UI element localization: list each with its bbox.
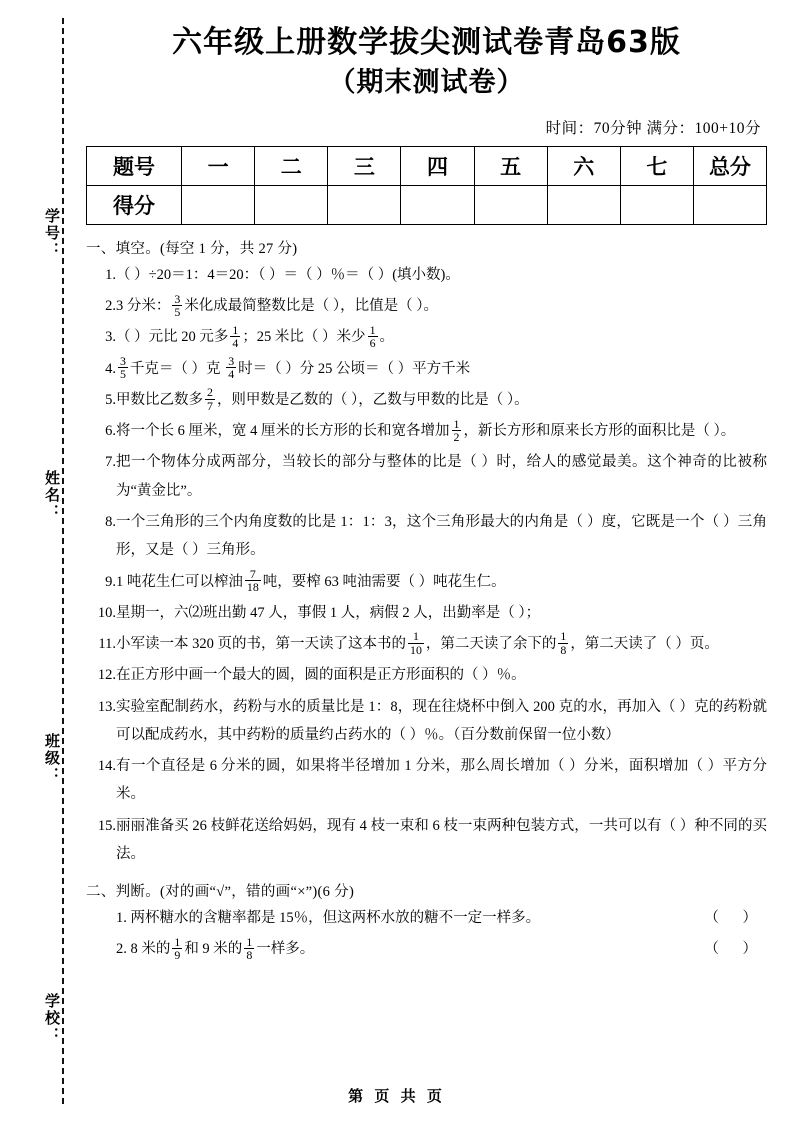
margin-dashed-line <box>62 18 64 1104</box>
question-text: （ ）元比 20 元多 $\frac{1}{4}$ ；25 米比（ ）米少 $\frac{1}{6}$ 。 <box>116 322 394 351</box>
fill-blank-question-list <box>86 261 767 868</box>
question-text: 星期一，六⑵班出勤 47 人，事假 1 人，病假 2 人，出勤率是（ ）； <box>116 604 541 621</box>
side-label-group <box>28 18 62 1104</box>
question-text: 丽丽准备买 26 枝鲜花送给妈妈，现有 4 枝一束和 6 枝一束两种包装方式，一共可以有（ ）种不同的买法。 <box>116 817 767 862</box>
question-text: 甲数比乙数多 $\frac{2}{7}$ ，则甲数是乙数的（ ），乙数与甲数的比是（ ）。 <box>116 385 529 413</box>
score-cell[interactable] <box>401 185 474 224</box>
list-item <box>86 904 767 932</box>
question-number: 3. <box>105 329 116 346</box>
score-cell[interactable] <box>255 185 328 224</box>
question-number: 12. <box>97 667 116 684</box>
question-text: 3 分米： $\frac{3}{5}$ 米化成最简整数比是（ ），比值是（ ）。 <box>116 291 439 319</box>
question-number: 11. <box>98 636 116 653</box>
score-table-col-4: 四 <box>401 146 474 185</box>
list-item <box>86 417 767 445</box>
side-label-school: 学校： <box>43 993 59 1044</box>
score-table-row-label: 题号 <box>87 146 182 185</box>
question-text: 两杯糖水的含糖率都是 15％，但这两杯水放的糖不一定一样多。 <box>130 910 541 927</box>
side-label-name: 姓名： <box>43 470 59 521</box>
section-heading-fill-blank: 一、填空。(每空 1 分，共 27 分) <box>86 240 298 257</box>
list-item <box>86 630 767 658</box>
question-number: 9. <box>105 573 116 590</box>
document-content <box>86 22 767 967</box>
question-number: 1. <box>116 910 127 927</box>
true-false-question-list <box>86 904 767 964</box>
question-number: 4. <box>105 360 116 377</box>
score-table <box>86 146 767 225</box>
list-item <box>86 355 767 383</box>
score-cell[interactable] <box>620 185 693 224</box>
question-number: 1. <box>105 266 116 283</box>
question-number: 6. <box>105 423 116 440</box>
score-cell[interactable] <box>474 185 547 224</box>
question-number: 5. <box>105 391 116 408</box>
question-text: 有一个直径是 6 分米的圆，如果将半径增加 1 分米，那么周长增加（ ）分米，面积增加（ ）平方分米。 <box>116 758 767 803</box>
list-item <box>86 812 767 869</box>
exam-meta: 时间：70分钟 满分：100+10分 <box>545 119 761 137</box>
score-table-row-label-score: 得分 <box>87 185 182 224</box>
score-cell[interactable] <box>182 185 255 224</box>
side-label-student-id: 学号： <box>43 208 59 259</box>
question-number: 7. <box>105 454 116 471</box>
question-text: 在正方形中画一个最大的圆，圆的面积是正方形面积的（ ）％。 <box>116 667 526 684</box>
question-text: 1 吨花生仁可以榨油 $\frac{7}{18}$ 吨，要榨 63 吨油需要（ ）吨花生仁。 <box>116 566 506 595</box>
list-item <box>86 599 767 627</box>
table-row <box>87 185 767 224</box>
question-text: 实验室配制药水，药粉与水的质量比是 1：8，现在往烧杯中倒入 200 克的水，再加入（ ）克的药粉就可以配成药水，其中药粉的质量约占药水的（ ）％。（百分数前保留一位小数） <box>116 698 767 743</box>
list-item <box>86 752 767 809</box>
score-table-col-3: 三 <box>328 146 401 185</box>
score-table-col-6: 六 <box>547 146 620 185</box>
list-item <box>86 661 767 689</box>
question-text: 将一个长 6 厘米，宽 4 厘米的长方形的长和宽各增加 $\frac{1}{2}$ ，新长方形和原来长方形的面积比是（ ）。 <box>116 416 736 444</box>
question-text: $\frac{3}{5}$ 千克＝（ ）克 $\frac{3}{4}$ 时＝（ ）分 25 公顷＝（ ）平方千米 <box>120 354 471 382</box>
list-item <box>86 386 767 414</box>
score-table-col-7: 七 <box>620 146 693 185</box>
score-table-col-total: 总分 <box>693 146 766 185</box>
score-table-col-2: 二 <box>255 146 328 185</box>
question-text: 一个三角形的三个内角度数的比是 1：1：3，这个三角形最大的内角是（ ）度，它既是一个（ ）三角形，又是（ ）三角形。 <box>116 514 767 559</box>
question-text: 把一个物体分成两部分，当较长的部分与整体的比是（ ）时，给人的感觉最美。这个神奇的比被称为“黄金比”。 <box>116 454 767 499</box>
question-number: 15. <box>97 817 116 834</box>
section-heading-true-false: 二、判断。(对的画“√”，错的画“×”)(6 分) <box>86 884 355 901</box>
side-label-class: 班级： <box>43 733 59 784</box>
question-number: 14. <box>97 758 116 775</box>
list-item <box>86 693 767 750</box>
question-number: 10. <box>97 604 116 621</box>
answer-blank[interactable]: （ ） <box>704 941 767 958</box>
list-item <box>86 935 767 963</box>
page-subtitle: （期末测试卷） <box>328 67 525 99</box>
score-cell[interactable] <box>328 185 401 224</box>
list-item <box>86 261 767 289</box>
question-number: 2. <box>116 941 127 958</box>
answer-blank[interactable]: （ ） <box>704 910 767 927</box>
score-cell[interactable] <box>693 185 766 224</box>
page-title: 六年级上册数学拔尖测试卷青岛63版 <box>172 25 681 60</box>
question-text: 小军读一本 320 页的书，第一天读了这本书的 $\frac{1}{10}$ ，第二天读了余下的 $\frac{1}{8}$ ，第二天读了（ ）页。 <box>116 629 719 657</box>
question-text: （ ）÷20＝1：4＝20：（ ）＝（ ）％＝（ ）(填小数)。 <box>116 266 460 283</box>
question-number: 2. <box>105 298 116 315</box>
score-cell[interactable] <box>547 185 620 224</box>
question-number: 8. <box>105 514 116 531</box>
question-text: 8 米的 $\frac{1}{9}$ 和 9 米的 $\frac{1}{8}$ 一样多。 <box>130 934 315 963</box>
list-item <box>86 448 767 505</box>
table-row <box>87 146 767 185</box>
question-number: 13. <box>97 698 116 715</box>
list-item <box>86 323 767 351</box>
score-table-col-1: 一 <box>182 146 255 185</box>
list-item <box>86 568 767 596</box>
page-footer: 第 页 共 页 <box>348 1087 445 1105</box>
list-item <box>86 292 767 320</box>
list-item <box>86 508 767 565</box>
score-table-col-5: 五 <box>474 146 547 185</box>
